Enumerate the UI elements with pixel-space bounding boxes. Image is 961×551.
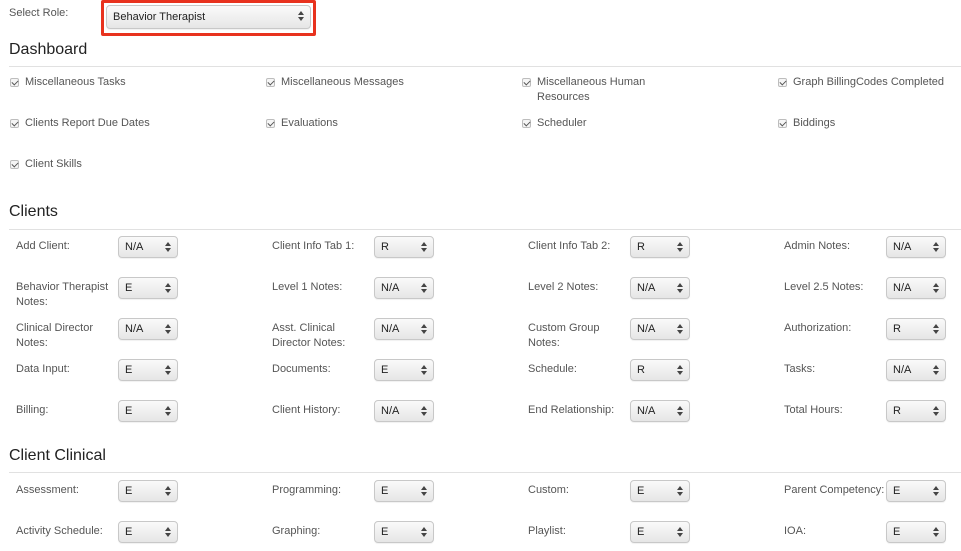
select-arrows-icon (933, 405, 939, 417)
select-arrows-icon (421, 405, 427, 417)
permission-select-tasks[interactable] (886, 359, 946, 381)
checkbox-scheduler[interactable] (522, 119, 531, 128)
permission-select-playlist[interactable] (630, 521, 690, 543)
permission-select-ioa[interactable] (886, 521, 946, 543)
select-role-label: Select Role: (9, 7, 69, 19)
checkbox-miscellaneous-tasks[interactable] (10, 78, 19, 87)
select-arrows-icon (677, 282, 683, 294)
dashboard-section-title: Dashboard (9, 41, 88, 58)
select-value: N/A (893, 241, 912, 253)
select-value: E (125, 526, 133, 538)
select-arrows-icon (165, 485, 171, 497)
select-value: R (893, 405, 901, 417)
field-label-asst-clinical-director-notes: Asst. Clinical Director Notes: (272, 322, 346, 349)
permission-select-custom[interactable] (630, 480, 690, 502)
checkbox-label: Scheduler (537, 117, 587, 129)
select-value: R (637, 241, 645, 253)
select-value: N/A (125, 323, 144, 335)
select-value: N/A (893, 364, 912, 376)
select-value: R (637, 364, 645, 376)
select-arrows-icon (165, 323, 171, 335)
field-label-end-relationship: End Relationship: (528, 404, 615, 416)
select-value: E (381, 526, 389, 538)
select-value: R (381, 241, 389, 253)
select-value: E (893, 485, 901, 497)
checkbox-biddings[interactable] (778, 119, 787, 128)
permission-select-client-history[interactable] (374, 400, 434, 422)
select-arrows-icon (933, 282, 939, 294)
checkbox-clients-report-due-dates[interactable] (10, 119, 19, 128)
select-arrows-icon (421, 282, 427, 294)
client-clinical-divider (9, 472, 961, 473)
select-arrows-icon (933, 241, 939, 253)
checkbox-graph-billingcodes-completed[interactable] (778, 78, 787, 87)
select-arrows-icon (421, 241, 427, 253)
permission-select-clinical-director-notes[interactable] (118, 318, 178, 340)
select-value: R (893, 323, 901, 335)
field-label-programming: Programming: (272, 484, 342, 496)
field-label-custom: Custom: (528, 484, 569, 496)
permission-select-level-2-5-notes[interactable] (886, 277, 946, 299)
select-arrows-icon (165, 241, 171, 253)
checkbox-label: Clients Report Due Dates (25, 117, 150, 129)
field-label-client-info-tab-1: Client Info Tab 1: (272, 240, 355, 252)
checkbox-evaluations[interactable] (266, 119, 275, 128)
select-value: E (637, 526, 645, 538)
checkbox-miscellaneous-messages[interactable] (266, 78, 275, 87)
select-value: N/A (381, 405, 400, 417)
checkbox-label: Miscellaneous Tasks (25, 76, 126, 88)
select-value: E (125, 282, 133, 294)
select-value: N/A (893, 282, 912, 294)
select-arrows-icon (677, 485, 683, 497)
select-arrows-icon (165, 282, 171, 294)
field-label-activity-schedule: Activity Schedule: (16, 525, 103, 537)
permission-select-custom-group-notes[interactable] (630, 318, 690, 340)
permission-select-programming[interactable] (374, 480, 434, 502)
select-value: N/A (381, 282, 400, 294)
select-arrows-icon (677, 405, 683, 417)
permission-select-end-relationship[interactable] (630, 400, 690, 422)
field-label-ioa: IOA: (784, 525, 807, 537)
permission-select-asst-clinical-director-notes[interactable] (374, 318, 434, 340)
permission-select-level-2-notes[interactable] (630, 277, 690, 299)
permission-select-level-1-notes[interactable] (374, 277, 434, 299)
checkbox-label: Evaluations (281, 117, 338, 129)
checkbox-label: Biddings (793, 117, 836, 129)
permission-select-client-info-tab-1[interactable] (374, 236, 434, 258)
field-label-graphing: Graphing: (272, 525, 321, 537)
permission-select-activity-schedule[interactable] (118, 521, 178, 543)
permission-select-schedule[interactable] (630, 359, 690, 381)
permission-select-admin-notes[interactable] (886, 236, 946, 258)
permission-select-client-info-tab-2[interactable] (630, 236, 690, 258)
field-label-assessment: Assessment: (16, 484, 79, 496)
permission-select-behavior-therapist-notes[interactable] (118, 277, 178, 299)
field-label-data-input: Data Input: (16, 363, 70, 375)
select-value: N/A (637, 405, 656, 417)
select-value: E (381, 485, 389, 497)
select-arrows-icon (677, 526, 683, 538)
select-arrows-icon (677, 241, 683, 253)
field-label-level-2-notes: Level 2 Notes: (528, 281, 599, 293)
permission-select-documents[interactable] (374, 359, 434, 381)
select-arrows-icon (421, 323, 427, 335)
permission-select-add-client[interactable] (118, 236, 178, 258)
permission-select-graphing[interactable] (374, 521, 434, 543)
select-value: N/A (125, 241, 144, 253)
field-label-client-info-tab-2: Client Info Tab 2: (528, 240, 611, 252)
permission-select-data-input[interactable] (118, 359, 178, 381)
select-arrows-icon (677, 323, 683, 335)
dashboard-divider (9, 66, 961, 67)
checkbox-label: Graph BillingCodes Completed (793, 76, 945, 88)
select-value: N/A (637, 282, 656, 294)
select-arrows-icon (421, 364, 427, 376)
client-clinical-section-title: Client Clinical (9, 447, 106, 464)
checkbox-label: Miscellaneous Human Resources (537, 76, 646, 103)
select-arrows-icon (298, 10, 304, 22)
permission-select-assessment[interactable] (118, 480, 178, 502)
field-label-level-2-5-notes: Level 2.5 Notes: (784, 281, 864, 293)
role-select-value: Behavior Therapist (113, 11, 206, 23)
select-arrows-icon (933, 364, 939, 376)
field-label-add-client: Add Client: (16, 240, 70, 252)
select-arrows-icon (677, 364, 683, 376)
checkbox-client-skills[interactable] (10, 160, 19, 169)
field-label-admin-notes: Admin Notes: (784, 240, 851, 252)
permission-select-total-hours[interactable] (886, 400, 946, 422)
permission-select-parent-competency[interactable] (886, 480, 946, 502)
select-arrows-icon (421, 526, 427, 538)
permission-select-authorization[interactable] (886, 318, 946, 340)
select-value: E (381, 364, 389, 376)
field-label-total-hours: Total Hours: (784, 404, 843, 416)
select-value: E (125, 405, 133, 417)
field-label-level-1-notes: Level 1 Notes: (272, 281, 343, 293)
select-arrows-icon (933, 485, 939, 497)
select-value: E (893, 526, 901, 538)
select-arrows-icon (933, 526, 939, 538)
clients-divider (9, 229, 961, 230)
checkbox-label: Miscellaneous Messages (281, 76, 404, 88)
field-label-client-history: Client History: (272, 404, 341, 416)
role-select[interactable] (106, 5, 311, 29)
clients-section-title: Clients (9, 203, 58, 220)
field-label-authorization: Authorization: (784, 322, 852, 334)
field-label-billing: Billing: (16, 404, 49, 416)
select-arrows-icon (421, 485, 427, 497)
field-label-parent-competency: Parent Competency: (784, 484, 885, 496)
select-value: E (125, 485, 133, 497)
checkbox-miscellaneous-human-resources[interactable] (522, 78, 531, 87)
field-label-playlist: Playlist: (528, 525, 566, 537)
select-value: N/A (381, 323, 400, 335)
field-label-documents: Documents: (272, 363, 331, 375)
select-arrows-icon (165, 526, 171, 538)
permission-select-billing[interactable] (118, 400, 178, 422)
select-arrows-icon (933, 323, 939, 335)
select-value: E (637, 485, 645, 497)
checkbox-label: Client Skills (25, 158, 82, 170)
select-value: N/A (637, 323, 656, 335)
field-label-tasks: Tasks: (784, 363, 816, 375)
select-arrows-icon (165, 405, 171, 417)
field-label-schedule: Schedule: (528, 363, 577, 375)
select-arrows-icon (165, 364, 171, 376)
field-label-clinical-director-notes: Clinical Director Notes: (16, 322, 94, 349)
select-value: E (125, 364, 133, 376)
field-label-custom-group-notes: Custom Group Notes: (528, 322, 600, 349)
field-label-behavior-therapist-notes: Behavior Therapist Notes: (16, 281, 109, 308)
